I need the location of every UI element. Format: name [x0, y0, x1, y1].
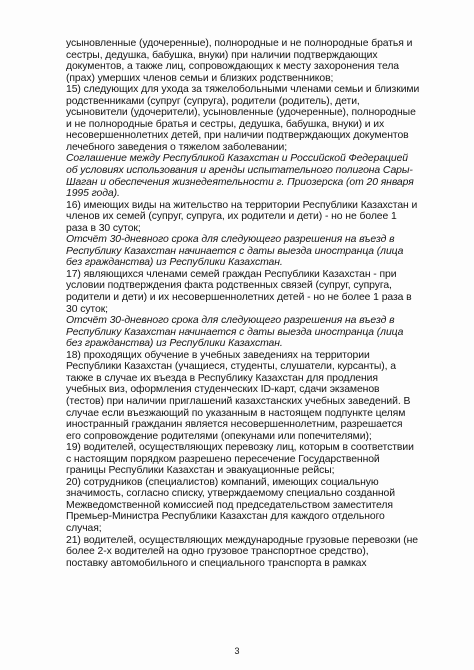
text-line: родственниками (супруг (супруга), родители (родитель), дети,	[66, 95, 360, 107]
text-line: 20) сотрудников (специалистов) компаний, имеющих социальную	[66, 476, 379, 488]
text-line: границы Республики Казахстан и эвакуационные рейсы;	[66, 465, 335, 477]
italic-note-line: 1995 года).	[66, 188, 120, 200]
italic-note-line: Республику Казахстан начинается с даты выезда иностранца (лица	[66, 326, 404, 338]
text-line: с настоящим порядком разрешено пересечение Государственной	[66, 453, 380, 465]
text-line: Межведомственной комиссией под председательством заместителя	[66, 499, 393, 511]
italic-note-line: без гражданства) из Республики Казахстан.	[66, 338, 283, 350]
text-line: (прах) умерших членов семьи и близких родственников;	[66, 72, 334, 84]
text-line: 15) следующих для ухода за тяжелобольными членами семьи и близкими	[66, 84, 420, 96]
italic-note-line: без гражданства) из Республики Казахстан.	[66, 257, 283, 269]
text-line: родители и дети) и их несовершеннолетних детей - но не более 1 раза в	[66, 292, 412, 304]
text-line: раза в 30 суток;	[66, 222, 141, 234]
text-line: более 2-х водителей на одно грузовое транспортное средство),	[66, 546, 369, 558]
italic-note-line: об условиях использования и аренды испытательного полигона Сары-	[66, 165, 413, 177]
text-line: также в случае их въезда в Республику Казахстан для продления	[66, 372, 378, 384]
page-number: 3	[234, 646, 240, 656]
text-line: 30 суток;	[66, 303, 108, 315]
text-line: 21) водителей, осуществляющих международные грузовые перевозки (не	[66, 534, 419, 546]
document-body	[66, 38, 442, 569]
text-line: Премьер-Министра Республики Казахстан для каждого отдельного	[66, 511, 385, 523]
italic-note-line: Отсчёт 30-дневного срока для следующего разрешения на въезд в	[66, 315, 395, 327]
italic-note-line: Республику Казахстан начинается с даты выезда иностранца (лица	[66, 245, 404, 257]
text-line: поставку автомобильного и специального транспорта в рамках	[66, 557, 367, 569]
text-line: и не полнородные братья и сестры, дедушка, бабушка, внуки) и их	[66, 118, 385, 130]
text-line: условии подтверждения факта родственных связей (супруг, супруга,	[66, 280, 392, 292]
text-line: случая;	[66, 522, 102, 534]
italic-note-line: Отсчёт 30-дневного срока для следующего разрешения на въезд в	[66, 234, 395, 246]
text-line: 16) имеющих виды на жительство на территории Республики Казахстан и	[66, 199, 418, 211]
text-line: 17) являющихся членами семей граждан Республики Казахстан - при	[66, 268, 397, 280]
text-line: 18) проходящих обучение в учебных заведениях на территории	[66, 349, 370, 361]
text-line: 19) водителей, осуществляющих перевозку лиц, которым в соответствии	[66, 442, 414, 454]
text-line: учебных виз, оформления студенческих ID-карт, сдачи экзаменов	[66, 384, 380, 396]
text-line: Республики Казахстан (учащиеся, студенты, слушатели, курсанты), а	[66, 361, 396, 373]
text-line: сестры, дедушка, бабушка, внуки) при наличии подтверждающих	[66, 49, 378, 61]
text-line: усыновители (удочерители), усыновленные (удочеренные), полнородные	[66, 107, 416, 119]
text-line: лечебного заведения о тяжелом заболевании;	[66, 141, 288, 153]
text-line: случае если въезжающий по указанным в настоящем подпункте целям	[66, 407, 406, 419]
italic-note-line: Соглашение между Республикой Казахстан и Российской Федерацией	[66, 153, 408, 165]
text-line: несовершеннолетних детей, при наличии подтверждающих документов	[66, 130, 409, 142]
text-line: документов, а также лиц, сопровождающих к месту захоронения тела	[66, 61, 399, 73]
italic-note-line: Шаган и обеспечения жизнедеятельности г. Приозерска (от 20 января	[66, 176, 414, 188]
text-line: значимость, согласно списку, утверждаемому специально созданной	[66, 488, 395, 500]
text-line: усыновленные (удочеренные), полнородные и не полнородные братья и	[66, 38, 413, 49]
text-line: его сопровождение родителями (опекунами или попечителями);	[66, 430, 372, 442]
text-line: иностранный гражданин является несовершеннолетним, разрешается	[66, 419, 403, 431]
text-line: (тестов) при наличии приглашений казахстанских учебных заведений. В	[66, 395, 411, 407]
text-line: членов их семей (супруг, супруга, их родители и дети) - но не более 1	[66, 211, 397, 223]
